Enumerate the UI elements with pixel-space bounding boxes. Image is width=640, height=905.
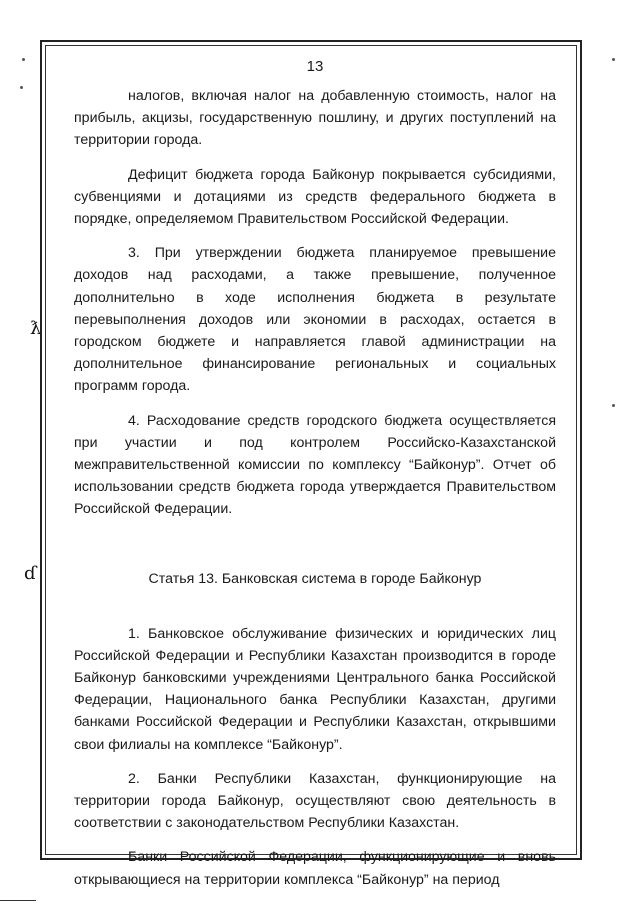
scan-speck — [22, 58, 25, 61]
article-heading: Статья 13. Банковская система в городе Байконур — [148, 570, 482, 587]
scan-speck — [612, 404, 615, 407]
paragraph-article-item-2: 2. Банки Республики Казахстан, функционирующие на территории города Байконур, осуществляют свою деятельность в соответствии с законодательством Республики Казахстан. — [74, 770, 556, 832]
paragraph-taxes: налогов, включая налог на добавленную стоимость, налог на прибыль, акцизы, государственную пошлину, и других поступлений на территории города. — [74, 88, 556, 149]
paragraph-russian-banks: Банки Российской Федерации, функционирующие и вновь открывающиеся на территории комплекса “Байконур” на период — [74, 849, 556, 888]
document-body — [74, 58, 556, 891]
paragraph-item-4: 4. Расходование средств городского бюджета осуществляется при участии и под контролем Российско-Казахстанской межправительственной комиссии по комплексу “Байконур”. Отчет об использовании средств бюджета города утверждается Правительством Российской Федерации. — [74, 412, 556, 518]
scan-edge-line — [0, 900, 36, 901]
page-number: 13 — [306, 58, 324, 75]
margin-mark-bottom: ɗ — [24, 563, 37, 584]
paragraph-item-3: 3. При утверждении бюджета планируемое превышение доходов над расходами, а также превышение, полученное дополнительно в ходе исполнения бюджета в результате перевыполнения доходов или экономии в расходах, остается в городском бюджете и направляется главой администрации на дополнительное финансирование региональных и социальных программ города. — [74, 245, 556, 395]
scan-speck — [612, 58, 615, 61]
paragraph-article-item-1: 1. Банковское обслуживание физических и юридических лиц Российской Федерации и Республики Казахстан производится в городе Байконур банковскими учреждениями Центрального банка Российской Федерации, Национального банка Республики Казахстан, другими банками Российской Федерации и Республики Казахстан, открывшими свои филиалы на комплексе “Байконур”. — [74, 625, 556, 753]
scan-speck — [20, 86, 23, 89]
paragraph-deficit: Дефицит бюджета города Байконур покрывается субсидиями, субвенциями и дотациями из средств федерального бюджета в порядке, определяемом Правительством Российской Федерации. — [74, 166, 556, 228]
margin-mark-top: ƛ — [30, 318, 42, 339]
